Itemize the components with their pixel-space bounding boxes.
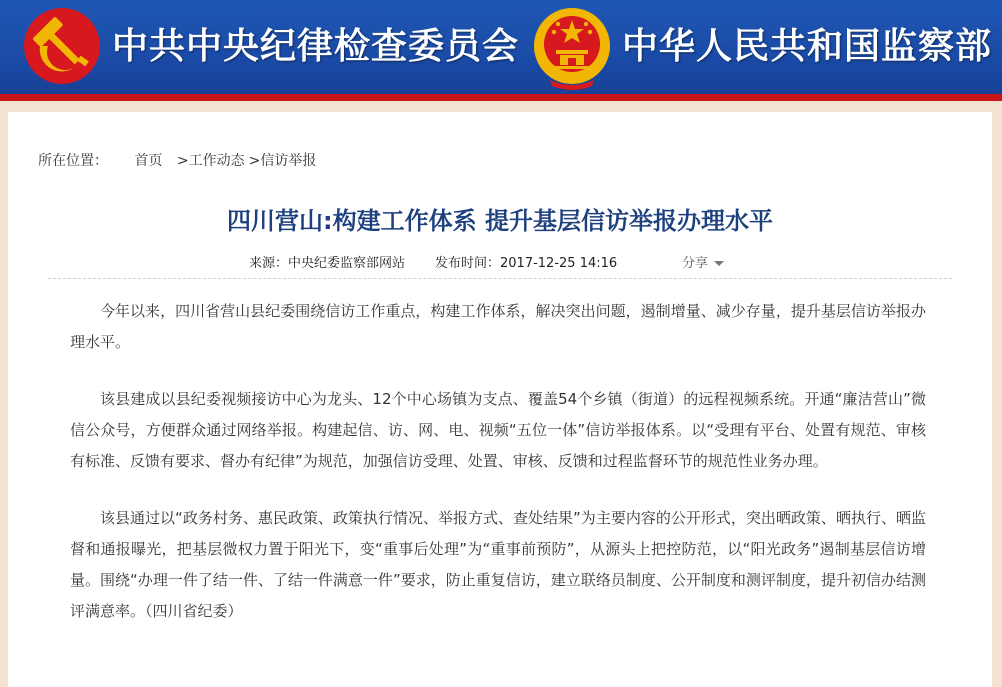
breadcrumb-work-news-link[interactable]: >工作动态: [176, 153, 245, 169]
article-paragraph: 今年以来，四川省营山县纪委围绕信访工作重点，构建工作体系，解决突出问题，遏制增量、减少存量，提升基层信访举报办理水平。: [70, 302, 926, 351]
content-panel: [8, 112, 992, 687]
breadcrumb-home-link[interactable]: 首页: [134, 153, 163, 169]
header-red-stripe: [0, 94, 1002, 101]
site-header: [0, 0, 1002, 101]
article-paragraph: 该县通过以“政务村务、惠民政策、政策执行情况、举报方式、查处结果”为主要内容的公开形式，突出晒政策、晒执行、晒监督和通报曝光，把基层微权力置于阳光下，变“重事后处理”为“重事前预防”，从源头上把控防范，以“阳光政务”遏制基层信访增量。围绕“办理一件了结一件、了结一件满意一件”要求，防止重复信访，建立联络员制度、公开制度和测评制度，提升初信办结测评满意率。（四川省纪委）: [70, 509, 926, 620]
article-publish-time: 发布时间：2017-12-25 14:16: [435, 256, 618, 271]
divider: [48, 278, 952, 279]
commission-title: 中共中央纪律检查委员会: [112, 26, 520, 67]
ministry-title: 中华人民共和国监察部: [622, 26, 993, 67]
chevron-down-icon: [714, 261, 724, 266]
article-source: 来源：中央纪委监察部网站: [249, 256, 406, 271]
share-button[interactable]: [682, 252, 724, 271]
article-meta: [249, 252, 617, 271]
article-title: 四川营山:构建工作体系 提升基层信访举报办理水平: [227, 207, 773, 235]
breadcrumb: [38, 150, 320, 170]
party-emblem-icon: [22, 6, 102, 86]
article-paragraph: 该县建成以县纪委视频接访中心为龙头、12个中心场镇为支点、覆盖54个乡镇（街道）的远程视频系统。开通“廉洁营山”微信公众号，方便群众通过网络举报。构建起信、访、网、电、视频“五位一体”信访举报体系。以“受理有平台、处置有规范、审核有标准、反馈有要求、督办有纪律”为规范，加强信访受理、处置、审核、反馈和过程监督环节的规范性业务办理。: [70, 390, 926, 470]
breadcrumb-label: 所在位置：: [38, 153, 108, 169]
article-body: [70, 296, 926, 653]
share-label: 分享: [682, 256, 709, 271]
breadcrumb-petition-link[interactable]: >信访举报: [248, 153, 317, 169]
national-emblem-icon: [532, 2, 612, 92]
